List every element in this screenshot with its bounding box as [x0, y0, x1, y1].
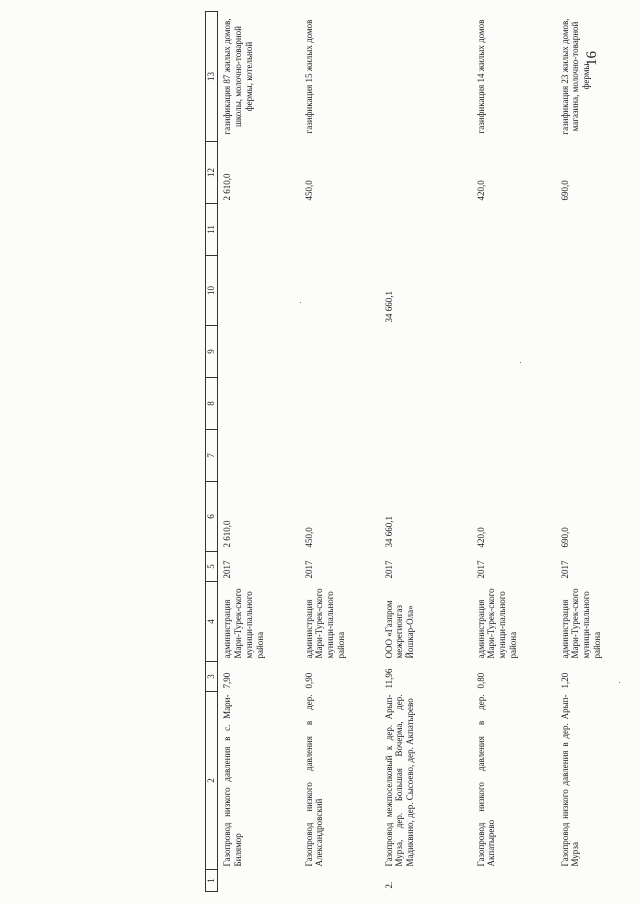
- column-header: 7: [206, 430, 218, 482]
- row-number: [300, 870, 380, 892]
- scan-speck: [520, 362, 521, 363]
- customer: администрация Мари-Турек-ского муници-пального района: [475, 588, 519, 659]
- rotated-table-container: [205, 12, 640, 892]
- amount-col-10: [556, 256, 640, 326]
- pipeline-length: 11,96: [383, 668, 394, 689]
- customer: администрация Мари-Турек-ского муници-пального района: [222, 588, 265, 659]
- table-row: [472, 12, 556, 892]
- amount-col-12: 420,0: [475, 180, 486, 201]
- year: 2017: [303, 560, 314, 579]
- object-name: Газопровод низкого давления в с. Мари-Билямор: [222, 694, 243, 867]
- scan-speck: [300, 302, 301, 303]
- pipeline-length: 7,90: [222, 672, 232, 689]
- column-header: 6: [206, 482, 218, 552]
- column-header: 4: [206, 582, 218, 662]
- purpose: газификация 87 жилых домов, школы, молочно-товарной фермы, котельной: [222, 18, 254, 135]
- table-row: [218, 12, 300, 892]
- pipeline-length: 0,80: [475, 672, 486, 689]
- column-header: 3: [206, 662, 218, 692]
- column-header: 1: [206, 870, 218, 892]
- customer: ООО «Газпром межрегионгаз Йошкар-Ола»: [383, 600, 416, 659]
- total-amount: 2 610,0: [222, 520, 232, 548]
- column-header: 10: [206, 256, 218, 326]
- total-amount: 420,0: [475, 527, 486, 548]
- row-number: [472, 870, 556, 892]
- row-number: [556, 870, 640, 892]
- column-header: 8: [206, 378, 218, 430]
- object-name: Газопровод низкого давления в дер. Александровский: [303, 694, 325, 867]
- pipeline-length: 1,20: [559, 672, 570, 689]
- gasification-table: [205, 11, 640, 892]
- purpose: газификация 15 жилых домов: [303, 19, 314, 134]
- year: 2017: [383, 560, 394, 579]
- object-name: Газопровод межпоселковый к дер. Арып-Мурза, дер. Большая Вочерма, дер. Мадиквино, дер. Сысоево, дер. Акпатырево: [383, 694, 416, 867]
- scan-speck: [619, 682, 620, 683]
- row-number: [218, 870, 300, 892]
- object-name: Газопровод низкого давления в дер. Акпатырево: [475, 694, 497, 867]
- column-header: 12: [206, 142, 218, 204]
- purpose: [380, 12, 472, 142]
- total-amount: 34 660,1: [383, 516, 394, 548]
- customer: администрация Мари-Турек-ского муници-пального района: [559, 588, 603, 659]
- table-row: [556, 12, 640, 892]
- total-amount: 690,0: [559, 527, 570, 548]
- column-header: 2: [206, 692, 218, 870]
- purpose: газификация 14 жилых домов: [475, 19, 486, 134]
- amount-col-10: 34 660,1: [383, 291, 394, 323]
- year: 2017: [222, 560, 232, 579]
- table-row: [300, 12, 380, 892]
- object-name: Газопровод низкого давления в дер. Арып-Мурза: [559, 694, 581, 867]
- column-number-row: [206, 12, 218, 892]
- column-header: 11: [206, 204, 218, 256]
- year: 2017: [559, 560, 570, 579]
- purpose: газификация 23 жилых домов, магазина, молочно-товарной фермы: [559, 18, 592, 135]
- amount-col-10: [218, 256, 300, 326]
- column-header: 13: [206, 12, 218, 142]
- total-amount: 450,0: [303, 527, 314, 548]
- year: 2017: [475, 560, 486, 579]
- amount-col-12: 690,0: [559, 180, 570, 201]
- customer: администрация Мари-Турек-ского муници-пального района: [303, 588, 347, 659]
- amount-col-10: [300, 256, 380, 326]
- page-number: 16: [584, 51, 600, 66]
- pipeline-length: 0,90: [303, 672, 314, 689]
- amount-col-12: 450,0: [303, 180, 314, 201]
- amount-col-10: [472, 256, 556, 326]
- column-header: 9: [206, 326, 218, 378]
- amount-col-12: 2 610,0: [222, 173, 232, 201]
- row-number: 2.: [383, 881, 394, 889]
- amount-col-12: [380, 142, 472, 204]
- column-header: 5: [206, 552, 218, 582]
- table-row: [380, 12, 472, 892]
